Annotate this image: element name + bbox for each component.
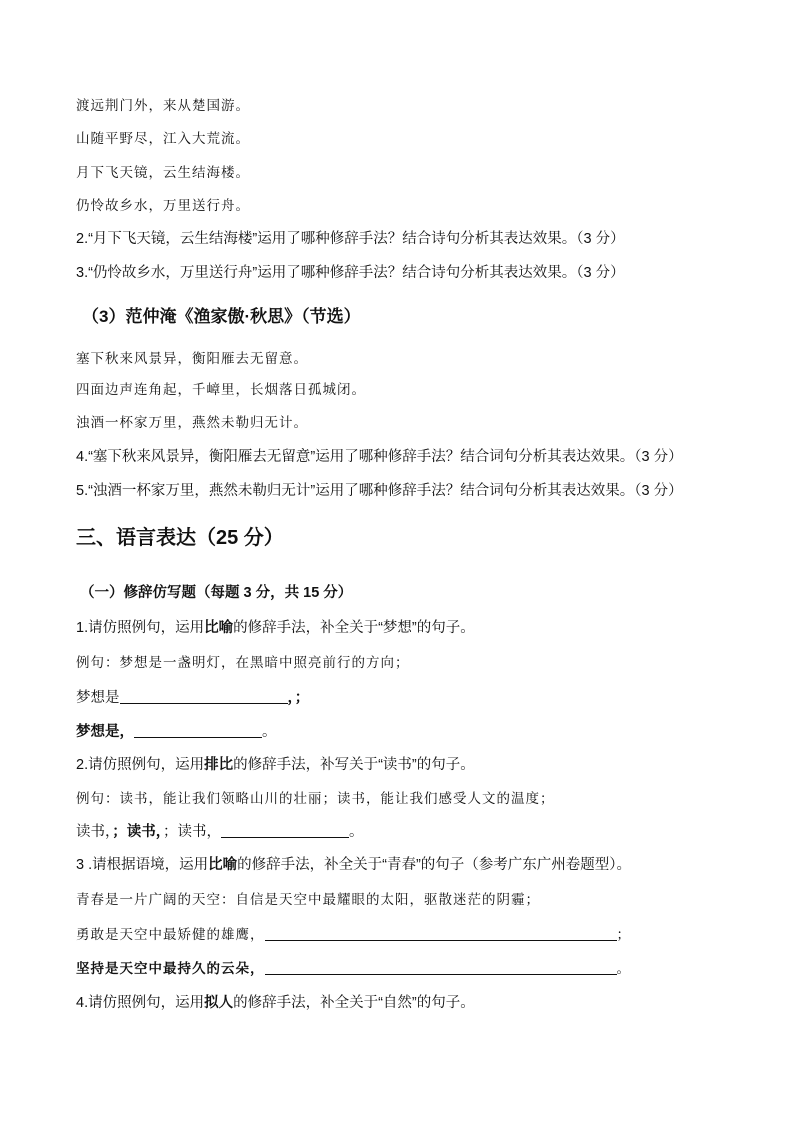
prompt-text: 4.请仿照例句，运用 — [76, 995, 205, 1011]
rhetoric-keyword: 排比 — [204, 757, 234, 773]
exercise-1-fill-1 — [76, 688, 309, 708]
exercise-4-prompt — [76, 993, 475, 1013]
subsection-heading: （一）修辞仿写题（每题 3 分，共 15 分） — [80, 585, 353, 601]
fill-text: 梦想是 — [76, 690, 120, 706]
poem-line: 四面边声连角起，千嶂里，长烟落日孤城闭。 — [76, 382, 366, 398]
fill-text: 。 — [262, 724, 277, 740]
rhetoric-keyword: 比喻 — [208, 857, 238, 873]
exercise-1-fill-2 — [76, 722, 277, 742]
exercise-3-fill-1 — [76, 925, 631, 945]
rhetoric-keyword: 拟人 — [204, 995, 234, 1011]
answer-blank[interactable] — [134, 723, 262, 738]
fill-text: 勇敢是天空中最矫健的雄鹰， — [76, 927, 265, 943]
poem-line: 山随平野尽，江入大荒流。 — [76, 131, 250, 147]
exercise-3-prompt — [76, 855, 631, 875]
fill-text: 坚持是天空中最持久的云朵， — [76, 961, 265, 977]
part-heading: 三、语言表达（25 分） — [76, 527, 284, 549]
answer-blank[interactable] — [265, 926, 617, 941]
prompt-text: 的修辞手法，补写关于“读书”的句子。 — [233, 757, 475, 773]
answer-blank[interactable] — [221, 823, 349, 838]
poem-line: 月下飞天镜，云生结海楼。 — [76, 165, 250, 181]
answer-blank[interactable] — [120, 689, 288, 704]
poem-line: 渡远荆门外，来从楚国游。 — [76, 98, 250, 114]
exercise-1-example: 例句：梦想是一盏明灯，在黑暗中照亮前行的方向； — [76, 655, 410, 671]
prompt-text: 1.请仿照例句，运用 — [76, 620, 205, 636]
fill-text: 梦想是， — [76, 724, 134, 740]
prompt-text: 的修辞手法，补全关于“自然”的句子。 — [233, 995, 475, 1011]
fill-text: ；读书， — [112, 824, 163, 840]
fill-text: 。 — [616, 961, 631, 977]
exercise-2-example: 例句：读书，能让我们领略山川的壮丽；读书，能让我们感受人文的温度； — [76, 791, 555, 807]
question-4: 4.“塞下秋来风景异，衡阳雁去无留意”运用了哪种修辞手法？结合词句分析其表达效果。（3 分） — [76, 449, 683, 465]
fill-text: 。 — [349, 824, 364, 840]
fill-text: ； — [616, 927, 631, 943]
fill-text: 读书， — [76, 824, 113, 840]
poem-line: 仍怜故乡水，万里送行舟。 — [76, 198, 250, 214]
question-2: 2.“月下飞天镜，云生结海楼”运用了哪种修辞手法？结合诗句分析其表达效果。（3 分） — [76, 231, 625, 247]
rhetoric-keyword: 比喻 — [204, 620, 234, 636]
prompt-text: 2.请仿照例句，运用 — [76, 757, 205, 773]
exercise-3-fill-2 — [76, 959, 631, 979]
exercise-1-prompt — [76, 618, 475, 638]
exercise-2-prompt — [76, 755, 475, 775]
answer-blank[interactable] — [265, 960, 617, 975]
prompt-text: 3 .请根据语境，运用 — [76, 857, 209, 873]
question-3: 3.“仍怜故乡水，万里送行舟”运用了哪种修辞手法？结合诗句分析其表达效果。（3 分） — [76, 265, 625, 281]
exercise-3-example: 青春是一片广阔的天空：自信是天空中最耀眼的太阳，驱散迷茫的阴霾； — [76, 892, 540, 908]
poem-line: 浊酒一杯家万里，燕然未勒归无计。 — [76, 415, 308, 431]
section-heading: （3）范仲淹《渔家傲·秋思》（节选） — [82, 307, 361, 326]
exercise-2-fill — [76, 822, 364, 842]
prompt-text: 的修辞手法，补全关于“青春”的句子（参考广东广州卷题型）。 — [237, 857, 632, 873]
fill-text: ，； — [287, 690, 310, 706]
prompt-text: 的修辞手法，补全关于“梦想”的句子。 — [233, 620, 475, 636]
fill-text: ；读书， — [163, 824, 221, 840]
question-5: 5.“浊酒一杯家万里，燕然未勒归无计”运用了哪种修辞手法？结合词句分析其表达效果。（3 分） — [76, 483, 683, 499]
poem-line: 塞下秋来风景异，衡阳雁去无留意。 — [76, 351, 308, 367]
